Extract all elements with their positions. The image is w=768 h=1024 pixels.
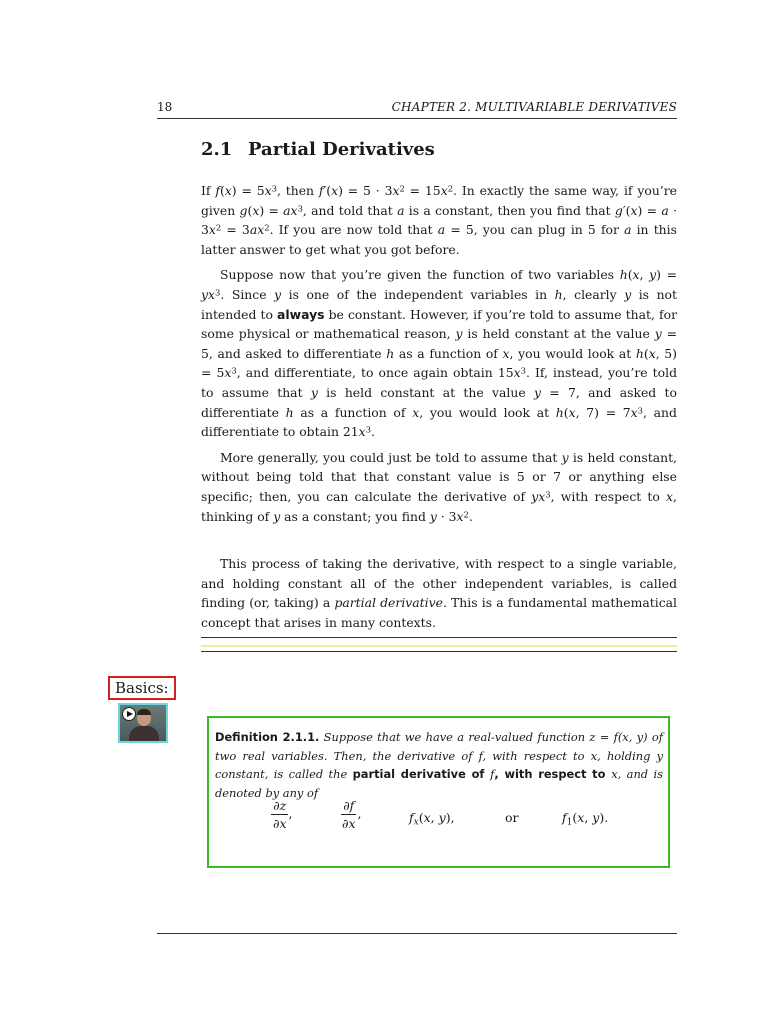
paragraph-1: If $f(x) = 5x^3$, then $f'(x) = 5 \cdot 3x^2 = 15x^2$. In exactly the same way, if you’re given $g(x) = ax^3$, and told that a is a constant, then you find that $g'(x) = a \cdot 3x^2 = 3ax^2$. If you are now told that a = 5, you can plug in 5 for a in this latter answer to get what you got before. (201, 183, 678, 257)
notation-dz-dx: $\frac{\partial z}{\partial x}$ , (273, 798, 293, 831)
separator-bottom (201, 651, 677, 652)
separator-top (201, 637, 677, 638)
separator-highlight (201, 645, 677, 647)
emphasis-always: always (277, 306, 325, 322)
play-video-icon[interactable] (122, 707, 136, 721)
basics-label: Basics: (108, 676, 176, 700)
section-number: 2.1 (201, 139, 233, 160)
math: g (614, 202, 623, 218)
page-number: 18 (157, 100, 173, 114)
page-header (157, 100, 677, 114)
notation-f1: $f_1(x$, y). (562, 810, 609, 828)
video-thumbnail[interactable] (118, 703, 168, 743)
emphasis-partial-derivative: partial derivative (334, 595, 443, 611)
notation-df-dx: $\frac{\partial f}{\partial x}$ , (342, 798, 362, 831)
header-rule (157, 118, 677, 119)
footer-rule (157, 933, 677, 934)
chapter-title: CHAPTER 2. MULTIVARIABLE DERIVATIVES (391, 100, 677, 114)
body-text (201, 181, 677, 632)
section-title-text: Partial Derivatives (248, 139, 435, 160)
paragraph-3: More generally, you could just be told to assume that y is held constant, without being told that that constant value is 5 or 7 or anything else specific; then, you can calculate the derivative of $yx^3$, with respect to x, thinking of y as a constant; you find $y \cdot 3x^2$. (201, 449, 677, 524)
definition-box (207, 716, 670, 868)
notation-fx: $f_x(x$, y), (409, 810, 455, 828)
math: f (215, 183, 220, 198)
math: f (318, 183, 324, 198)
math: g (239, 202, 248, 218)
paragraph-4: This process of taking the derivative, with respect to a single variable, and holding constant all of the other independent variables, is called finding (or, taking) a partial derivative. This is a fundamental mathematical concept that arises in many contexts. (201, 556, 677, 630)
definition-name: Definition 2.1.1. (215, 730, 320, 744)
section-title (201, 139, 435, 160)
definition-text: Definition 2.1.1. Suppose that we have a real-valued function z = f(x, y) of two real variables. Then, the derivative of f, with respect to x, holding y constant, is called the partial derivative of f, with respect to x, and is denoted by any of (215, 730, 664, 800)
notation-or: or (505, 810, 519, 825)
paragraph-2: Suppose now that you’re given the function of two variables h(x, $y) = yx^3$. Since y is one of the independent variables in h, clearly y is not intended to always be constant. However, if you’re told to assume that, for some physical or mathematical reason, y is held constant at the value y = 5, and asked to differentiate h as a function of x, you would look at h(x, $5) = 5x^3$, and differentiate, to once again obtain $15x^3$. If, instead, you’re told to assume that y is held constant at the value y = 7, and asked to differentiate h as a function of x, you would look at h(x, $7) = 7x^3$, and differentiate to obtain $21x^3$. (201, 267, 678, 440)
